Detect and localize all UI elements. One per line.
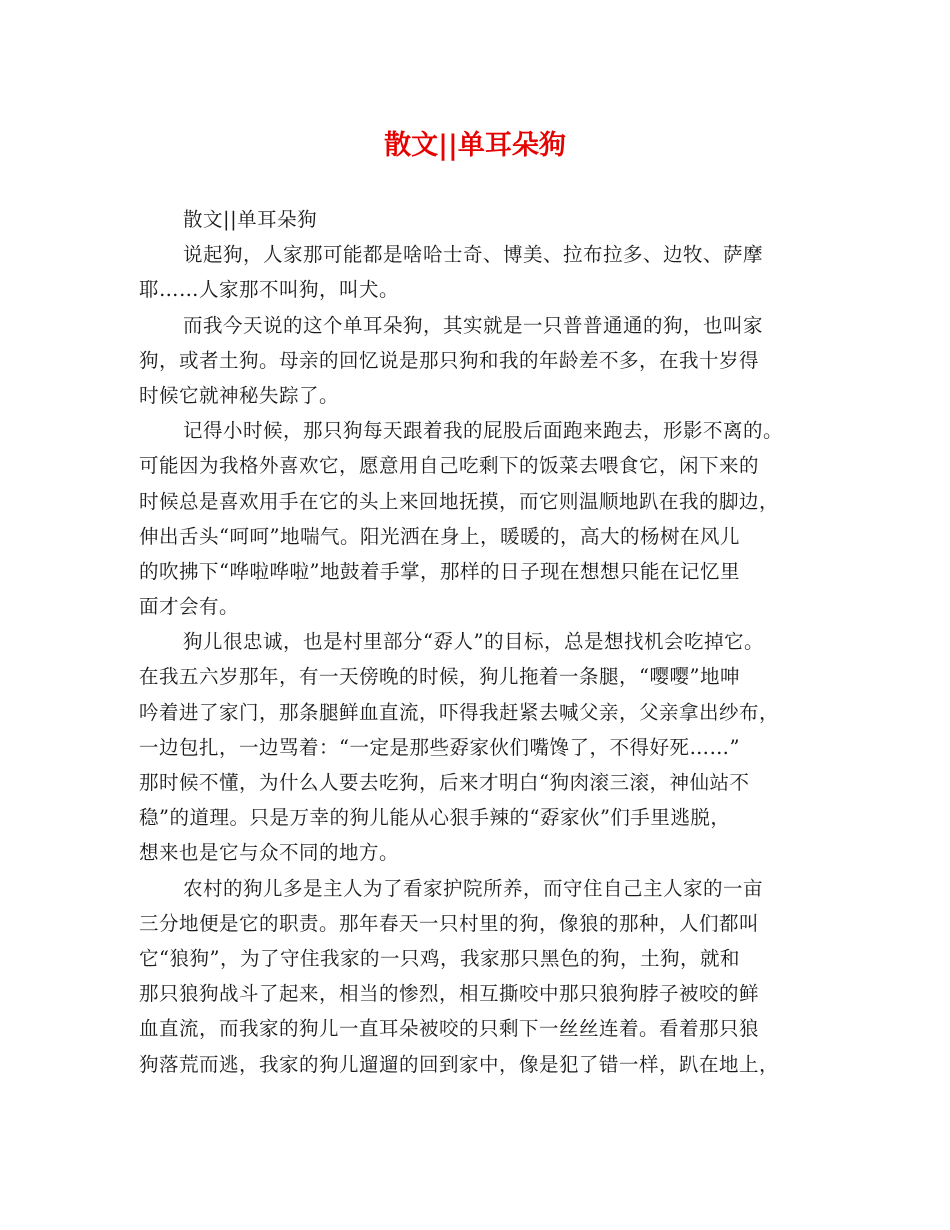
text-line: 农村的狗儿多是主人为了看家护院所养，而守住自己主人家的一亩: [183, 876, 764, 900]
text-line: 而我今天说的这个单耳朵狗，其实就是一只普普通通的狗，也叫家: [183, 313, 764, 337]
paragraph: [139, 413, 829, 624]
paragraph: [139, 237, 829, 307]
text-line: 散文||单耳朵狗: [183, 208, 318, 231]
text-line: 那只狼狗战斗了起来，相当的惨烈，相互撕咬中那只狼狗脖子被咬的鲜: [139, 982, 760, 1006]
text-line: 记得小时候，那只狗每天跟着我的屁股后面跑来跑去，形影不离的。: [183, 419, 784, 443]
document-title: 散文||单耳朵狗: [384, 130, 566, 161]
paragraph: [139, 308, 829, 414]
text-line: 狗落荒而逃，我家的狗儿遛遛的回到家中，像是犯了错一样，趴在地上，: [139, 1052, 780, 1076]
text-line: 它“狼狗”，为了守住我家的一只鸡，我家那只黑色的狗，土狗，就和: [139, 946, 740, 970]
text-line: 血直流，而我家的狗儿一直耳朵被咬的只剩下一丝丝连着。看着那只狼: [139, 1017, 760, 1041]
paragraph: [139, 871, 829, 1082]
text-line: 狗儿很忠诚，也是村里部分“孬人”的目标，总是想找机会吃掉它。: [183, 630, 764, 654]
text-line: 的吹拂下“哗啦哗啦”地鼓着手掌，那样的日子现在想想只能在记忆里: [139, 559, 740, 583]
text-line: 耶……人家那不叫狗，叫犬。: [139, 278, 400, 302]
text-line: 狗，或者土狗。母亲的回忆说是那只狗和我的年龄差不多，在我十岁得: [139, 348, 760, 372]
text-line: 说起狗，人家那可能都是啥哈士奇、博美、拉布拉多、边牧、萨摩: [183, 243, 764, 267]
text-line: 时候它就神秘失踪了。: [139, 383, 340, 407]
text-line: 吟着进了家门，那条腿鲜血直流，吓得我赶紧去喊父亲，父亲拿出纱布，: [139, 700, 780, 724]
text-line: 面才会有。: [139, 595, 240, 619]
text-line: 在我五六岁那年，有一天傍晚的时候，狗儿拖着一条腿，“嘤嘤”地呻: [139, 665, 740, 689]
text-line: 时候总是喜欢用手在它的头上来回地抚摸，而它则温顺地趴在我的脚边，: [139, 489, 780, 513]
text-line: 三分地便是它的职责。那年春天一只村里的狗，像狼的那种，人们都叫: [139, 911, 760, 935]
document-body: [139, 202, 829, 1082]
text-line: 可能因为我格外喜欢它，愿意用自己吃剩下的饭菜去喂食它，闲下来的: [139, 454, 760, 478]
text-line: 伸出舌头“呵呵”地喘气。阳光洒在身上，暖暖的，高大的杨树在风儿: [139, 524, 740, 548]
text-line: 一边包扎，一边骂着：“一定是那些孬家伙们嘴馋了，不得好死……”: [139, 735, 740, 759]
text-line: 想来也是它与众不同的地方。: [139, 841, 400, 865]
text-line: 稳”的道理。只是万幸的狗儿能从心狠手辣的“孬家伙”们手里逃脱，: [139, 806, 731, 830]
text-line: 那时候不懂，为什么人要去吃狗，后来才明白“狗肉滚三滚，神仙站不: [139, 771, 750, 794]
paragraph: [139, 202, 829, 237]
paragraph: [139, 624, 829, 870]
